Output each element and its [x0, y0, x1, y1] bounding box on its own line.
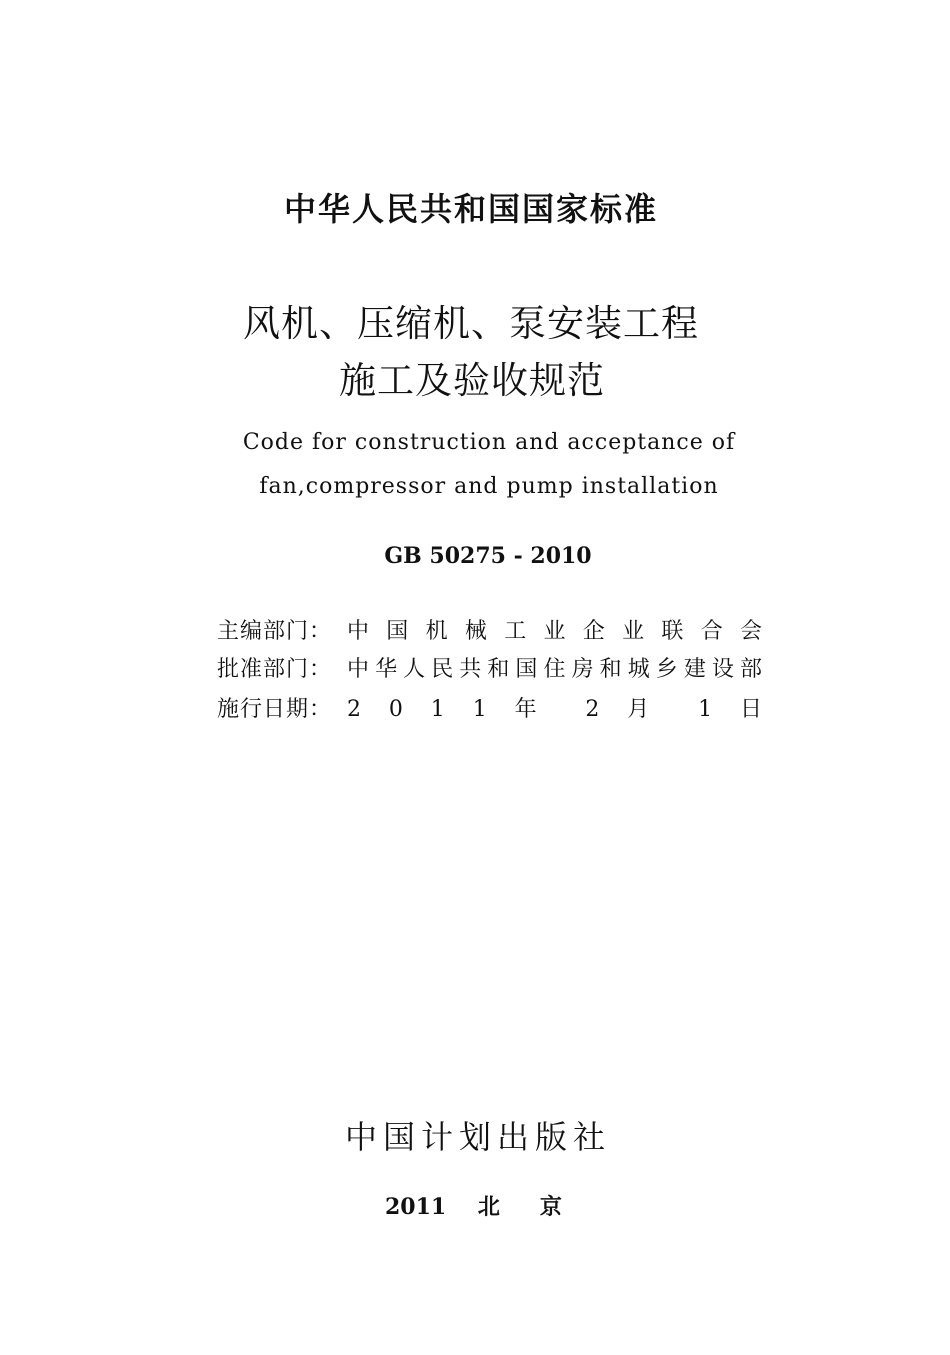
approver-row [217, 652, 762, 686]
publication-city: 北京 [477, 1194, 602, 1220]
publisher-name: 中国计划出版社 [344, 1118, 611, 1156]
effective-date-value: 2 0 1 1 年 2 月 1 日 [347, 697, 762, 722]
editor-row [217, 614, 762, 648]
standard-code: GB 50275 - 2010 [384, 543, 592, 569]
approver-label: 批准部门： [217, 657, 333, 682]
standard-series-heading: 中华人民共和国国家标准 [283, 190, 658, 228]
publication-year: 2011 [385, 1194, 447, 1220]
english-title-line-2: fan,compressor and pump installation [259, 474, 719, 499]
approver-value: 中华人民共和国住房和城乡建设部 [347, 657, 762, 682]
title-line-2: 施工及验收规范 [339, 359, 605, 402]
editor-label: 主编部门： [217, 619, 333, 644]
english-title-line-1: Code for construction and acceptance of [242, 430, 736, 455]
title-line-1: 风机、压缩机、泵安装工程 [243, 302, 699, 345]
effective-date-label: 施行日期： [217, 697, 333, 722]
editor-value: 中 国 机 械 工 业 企 业 联 合 会 [347, 619, 762, 644]
publication-line [385, 1190, 602, 1221]
effective-date-row [217, 692, 762, 726]
